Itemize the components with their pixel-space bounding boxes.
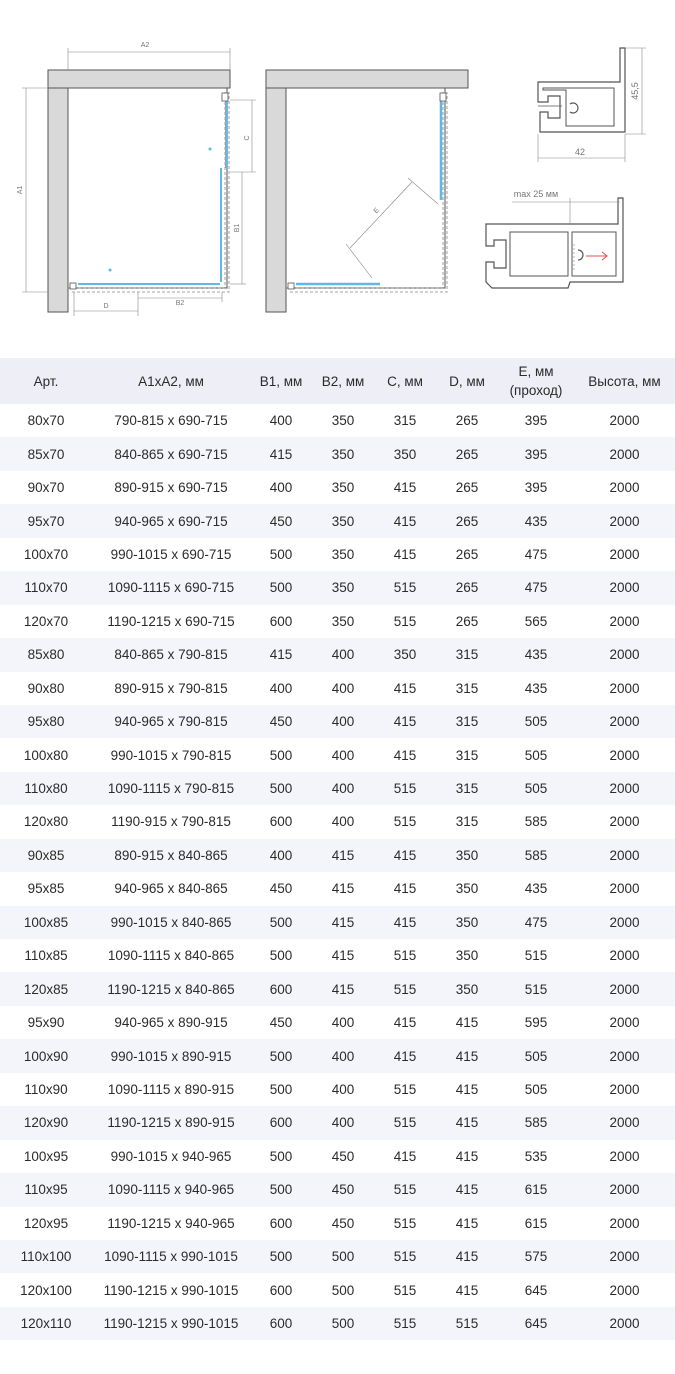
profile-section-bottom xyxy=(486,189,623,288)
table-cell: 415 xyxy=(250,437,312,470)
table-cell: 990-1015 x 690-715 xyxy=(110,546,232,562)
label-b2: B2 xyxy=(175,300,185,307)
table-row xyxy=(0,672,675,705)
table-cell: 940-965 x 840-865 xyxy=(114,881,228,897)
table-cell: 395 xyxy=(524,480,548,496)
table-row xyxy=(0,839,675,872)
table-cell: 2000 xyxy=(574,504,675,537)
table-cell: 315 xyxy=(455,680,479,696)
table-cell: 2000 xyxy=(574,1106,675,1139)
table-cell: 400 xyxy=(269,413,293,429)
table-cell: 100x80 xyxy=(23,747,69,763)
table-cell: 515 xyxy=(524,948,548,964)
column-header xyxy=(0,358,92,404)
table-cell: 350 xyxy=(331,613,355,629)
table-cell: 2000 xyxy=(574,906,675,939)
table-row xyxy=(0,738,675,771)
table-cell: 400 xyxy=(331,814,355,830)
table-cell: 565 xyxy=(524,613,548,629)
table-cell: 400 xyxy=(312,1106,374,1139)
table-cell: 515 xyxy=(374,571,436,604)
table-row xyxy=(0,972,675,1005)
table-cell: 415 xyxy=(393,1148,417,1164)
table-cell: 515 xyxy=(393,1081,417,1097)
table-cell: 535 xyxy=(524,1148,548,1164)
table-cell: 840-865 x 690-715 xyxy=(92,437,250,470)
table-row xyxy=(0,772,675,805)
table-cell: 505 xyxy=(524,747,548,763)
table-cell: 2000 xyxy=(574,1240,675,1273)
table-cell: 400 xyxy=(312,638,374,671)
table-cell: 120x85 xyxy=(0,972,92,1005)
table-cell: 415 xyxy=(455,1015,479,1031)
table-cell: 505 xyxy=(498,705,574,738)
table-cell: 475 xyxy=(498,906,574,939)
table-row xyxy=(0,1140,675,1173)
column-header-text: E, мм xyxy=(518,364,554,379)
table-cell: 415 xyxy=(393,480,417,496)
table-cell: 1090-1115 x 790-815 xyxy=(92,772,250,805)
table-cell: 435 xyxy=(524,680,548,696)
table-cell: 415 xyxy=(393,680,417,696)
column-header-text: C, мм xyxy=(387,373,423,389)
table-cell: 120x80 xyxy=(23,814,69,830)
table-cell: 400 xyxy=(331,747,355,763)
label-a1: A1 xyxy=(17,185,24,195)
column-header-text: A1xA2, мм xyxy=(138,373,204,389)
table-cell: 615 xyxy=(498,1173,574,1206)
table-cell: 110x80 xyxy=(0,772,92,805)
wall-left-2 xyxy=(266,88,286,312)
column-header-text: B1, мм xyxy=(259,373,303,389)
table-cell: 515 xyxy=(393,1215,417,1231)
column-header-text: Арт. xyxy=(33,373,59,389)
table-cell: 110x100 xyxy=(0,1240,92,1273)
table-cell: 95x90 xyxy=(27,1015,65,1031)
table-cell: 500 xyxy=(269,1148,293,1164)
table-cell: 415 xyxy=(250,638,312,671)
table-cell: 585 xyxy=(498,1106,574,1139)
table-row xyxy=(0,504,675,537)
table-row xyxy=(0,1240,675,1273)
table-row xyxy=(0,939,675,972)
table-row xyxy=(0,571,675,604)
table-cell: 890-915 x 840-865 xyxy=(92,839,250,872)
table-cell: 515 xyxy=(393,613,417,629)
table-cell: 600 xyxy=(269,1282,293,1298)
table-cell: 350 xyxy=(312,437,374,470)
table-row xyxy=(0,1307,675,1340)
table-cell: 435 xyxy=(498,638,574,671)
table-cell: 1090-1115 x 890-915 xyxy=(107,1081,235,1097)
table-cell: 415 xyxy=(393,747,417,763)
table-cell: 315 xyxy=(393,413,417,429)
table-cell: 450 xyxy=(312,1173,374,1206)
table-cell: 2000 xyxy=(574,437,675,470)
table-cell: 500 xyxy=(269,546,293,562)
table-cell: 515 xyxy=(498,972,574,1005)
specifications-table xyxy=(0,358,675,1340)
table-cell: 350 xyxy=(374,638,436,671)
table-cell: 415 xyxy=(374,839,436,872)
table-cell: 415 xyxy=(393,881,417,897)
table-cell: 600 xyxy=(250,972,312,1005)
table-cell: 95x70 xyxy=(0,504,92,537)
table-cell: 2000 xyxy=(609,1081,640,1097)
table-cell: 265 xyxy=(436,437,498,470)
table-cell: 990-1015 x 940-965 xyxy=(110,1148,232,1164)
table-cell: 2000 xyxy=(609,613,640,629)
table-cell: 2000 xyxy=(609,546,640,562)
table-cell: 515 xyxy=(393,814,417,830)
table-row xyxy=(0,1273,675,1306)
table-row xyxy=(0,1106,675,1139)
table-cell: 600 xyxy=(269,814,293,830)
profile-section-top xyxy=(538,48,646,162)
table-cell: 265 xyxy=(455,613,479,629)
table-cell: 2000 xyxy=(609,1015,640,1031)
table-cell: 1090-1115 x 990-1015 xyxy=(92,1240,250,1273)
table-cell: 450 xyxy=(269,1015,293,1031)
table-cell: 2000 xyxy=(609,1148,640,1164)
column-header-text: D, мм xyxy=(449,373,485,389)
table-cell: 415 xyxy=(455,1282,479,1298)
table-cell: 350 xyxy=(455,881,479,897)
table-cell: 890-915 x 690-715 xyxy=(114,480,228,496)
table-cell: 1190-1215 x 890-915 xyxy=(92,1106,250,1139)
table-cell: 2000 xyxy=(574,839,675,872)
table-cell: 2000 xyxy=(609,1215,640,1231)
table-cell: 1190-1215 x 940-965 xyxy=(107,1215,235,1231)
table-cell: 1090-1115 x 940-965 xyxy=(92,1173,250,1206)
table-cell: 395 xyxy=(498,437,574,470)
table-cell: 415 xyxy=(455,1215,479,1231)
table-row xyxy=(0,638,675,671)
label-a2: A2 xyxy=(140,42,150,49)
table-cell: 90x70 xyxy=(27,480,65,496)
table-cell: 265 xyxy=(455,480,479,496)
wall-top-2 xyxy=(266,70,468,88)
table-cell: 2000 xyxy=(574,1039,675,1072)
column-header xyxy=(436,358,498,404)
table-cell: 940-965 x 890-915 xyxy=(114,1015,228,1031)
table-cell: 840-865 x 790-815 xyxy=(92,638,250,671)
table-cell: 400 xyxy=(331,680,355,696)
table-cell: 505 xyxy=(498,1039,574,1072)
table-cell: 515 xyxy=(374,1173,436,1206)
table-cell: 400 xyxy=(269,680,293,696)
table-cell: 600 xyxy=(269,1215,293,1231)
table-row xyxy=(0,1039,675,1072)
table-cell: 645 xyxy=(498,1307,574,1340)
table-cell: 435 xyxy=(498,504,574,537)
table-cell: 515 xyxy=(393,1282,417,1298)
table-cell: 315 xyxy=(436,705,498,738)
table-cell: 350 xyxy=(436,839,498,872)
table-cell: 500 xyxy=(250,1039,312,1072)
table-cell: 2000 xyxy=(574,772,675,805)
table-cell: 110x95 xyxy=(0,1173,92,1206)
table-cell: 120x110 xyxy=(0,1307,92,1340)
table-row xyxy=(0,437,675,470)
table-cell: 415 xyxy=(436,1240,498,1273)
table-cell: 400 xyxy=(269,480,293,496)
label-c: C xyxy=(244,135,251,141)
table-cell: 2000 xyxy=(574,571,675,604)
table-cell: 450 xyxy=(331,1148,355,1164)
table-row xyxy=(0,1207,675,1240)
label-e: E xyxy=(372,206,382,216)
table-body xyxy=(0,404,675,1340)
table-cell: 585 xyxy=(524,814,548,830)
table-cell: 990-1015 x 790-815 xyxy=(110,747,232,763)
column-header-text: (проход) xyxy=(509,383,563,398)
column-header xyxy=(92,358,250,404)
table-row xyxy=(0,471,675,504)
table-cell: 450 xyxy=(250,504,312,537)
table-cell: 500 xyxy=(250,906,312,939)
table-cell: 400 xyxy=(312,772,374,805)
table-cell: 350 xyxy=(312,571,374,604)
table-cell: 890-915 x 790-815 xyxy=(114,680,228,696)
table-cell: 1190-1215 x 990-1015 xyxy=(92,1307,250,1340)
table-row xyxy=(0,705,675,738)
table-cell: 615 xyxy=(524,1215,548,1231)
table-cell: 940-965 x 790-815 xyxy=(92,705,250,738)
table-cell: 600 xyxy=(269,613,293,629)
table-cell: 120x95 xyxy=(23,1215,69,1231)
table-cell: 415 xyxy=(436,1173,498,1206)
table-row xyxy=(0,404,675,437)
table-row xyxy=(0,872,675,905)
label-d: D xyxy=(103,303,109,310)
table-cell: 265 xyxy=(436,504,498,537)
table-cell: 350 xyxy=(436,972,498,1005)
table-cell: 990-1015 x 840-865 xyxy=(92,906,250,939)
table-cell: 415 xyxy=(393,1015,417,1031)
table-cell: 85x70 xyxy=(0,437,92,470)
table-cell: 80x70 xyxy=(27,413,65,429)
table-cell: 415 xyxy=(331,881,355,897)
label-max-gap: max 25 мм xyxy=(513,189,559,199)
table-row xyxy=(0,1006,675,1039)
table-cell: 415 xyxy=(455,1148,479,1164)
table-cell: 265 xyxy=(455,413,479,429)
table-row xyxy=(0,605,675,638)
table-cell: 90x85 xyxy=(0,839,92,872)
table-cell: 315 xyxy=(436,772,498,805)
table-cell: 1190-915 x 790-815 xyxy=(111,814,231,830)
table-cell: 350 xyxy=(374,437,436,470)
table-cell: 990-1015 x 890-915 xyxy=(92,1039,250,1072)
plan-view-passage xyxy=(266,70,468,312)
cabin-outline xyxy=(68,88,227,288)
table-cell: 90x80 xyxy=(27,680,65,696)
table-cell: 500 xyxy=(269,948,293,964)
table-cell: 315 xyxy=(455,814,479,830)
table-cell: 435 xyxy=(524,881,548,897)
table-cell: 2000 xyxy=(574,705,675,738)
wall-left xyxy=(48,88,68,312)
column-header xyxy=(312,358,374,404)
table-cell: 315 xyxy=(436,638,498,671)
table-cell: 120x90 xyxy=(0,1106,92,1139)
table-cell: 415 xyxy=(393,546,417,562)
table-cell: 2000 xyxy=(609,1282,640,1298)
table-cell: 2000 xyxy=(609,480,640,496)
table-cell: 110x70 xyxy=(0,571,92,604)
table-cell: 350 xyxy=(312,504,374,537)
table-cell: 475 xyxy=(524,546,548,562)
table-row xyxy=(0,906,675,939)
table-cell: 265 xyxy=(455,546,479,562)
table-cell: 100x70 xyxy=(23,546,69,562)
table-cell: 100x85 xyxy=(0,906,92,939)
table-row xyxy=(0,538,675,571)
technical-drawings xyxy=(0,0,675,340)
table-cell: 500 xyxy=(250,772,312,805)
table-cell: 415 xyxy=(374,906,436,939)
table-cell: 415 xyxy=(436,1039,498,1072)
table-cell: 515 xyxy=(436,1307,498,1340)
table-cell: 515 xyxy=(374,772,436,805)
column-header xyxy=(374,358,436,404)
table-cell: 515 xyxy=(393,948,417,964)
table-cell: 2000 xyxy=(574,638,675,671)
column-header xyxy=(498,358,574,404)
table-cell: 415 xyxy=(436,1106,498,1139)
table-cell: 585 xyxy=(498,839,574,872)
table-cell: 450 xyxy=(269,881,293,897)
table-cell: 575 xyxy=(498,1240,574,1273)
table-cell: 1190-1215 x 990-1015 xyxy=(103,1282,239,1298)
table-cell: 1190-1215 x 690-715 xyxy=(107,613,235,629)
table-cell: 2000 xyxy=(574,1307,675,1340)
table-cell: 350 xyxy=(455,948,479,964)
table-cell: 400 xyxy=(312,705,374,738)
table-cell: 400 xyxy=(250,839,312,872)
table-cell: 500 xyxy=(312,1307,374,1340)
label-profile-height: 45,5 xyxy=(630,82,640,100)
table-cell: 415 xyxy=(374,1039,436,1072)
table-cell: 500 xyxy=(269,1081,293,1097)
table-cell: 515 xyxy=(374,1240,436,1273)
table-cell: 940-965 x 690-715 xyxy=(92,504,250,537)
table-cell: 400 xyxy=(331,1081,355,1097)
table-cell: 120x70 xyxy=(23,613,69,629)
table-cell: 450 xyxy=(250,705,312,738)
table-row xyxy=(0,805,675,838)
table-cell: 110x85 xyxy=(24,948,68,964)
plan-view-dimensions xyxy=(17,42,256,316)
table-cell: 500 xyxy=(331,1282,355,1298)
table-row xyxy=(0,1073,675,1106)
table-cell: 600 xyxy=(250,1307,312,1340)
column-header-text: Высота, мм xyxy=(588,373,661,389)
table-cell: 415 xyxy=(312,906,374,939)
table-cell: 600 xyxy=(250,1106,312,1139)
table-cell: 415 xyxy=(374,705,436,738)
table-cell: 2000 xyxy=(574,1173,675,1206)
table-cell: 500 xyxy=(250,1173,312,1206)
table-cell: 415 xyxy=(455,1081,479,1097)
table-cell: 2000 xyxy=(609,413,640,429)
table-cell: 790-815 x 690-715 xyxy=(114,413,228,429)
table-cell: 505 xyxy=(524,1081,548,1097)
column-header-text: B2, мм xyxy=(321,373,365,389)
table-cell: 2000 xyxy=(609,814,640,830)
table-cell: 120x100 xyxy=(20,1282,72,1298)
table-cell: 85x80 xyxy=(0,638,92,671)
table-cell: 350 xyxy=(331,480,355,496)
table-cell: 595 xyxy=(524,1015,548,1031)
table-cell: 415 xyxy=(374,504,436,537)
table-cell: 350 xyxy=(436,906,498,939)
column-header xyxy=(250,358,312,404)
table-cell: 500 xyxy=(250,571,312,604)
table-cell: 95x85 xyxy=(27,881,65,897)
table-cell: 2000 xyxy=(609,948,640,964)
table-header-row xyxy=(0,358,675,404)
table-cell: 100x95 xyxy=(23,1148,69,1164)
table-cell: 475 xyxy=(498,571,574,604)
table-cell: 500 xyxy=(312,1240,374,1273)
table-cell: 1090-1115 x 690-715 xyxy=(92,571,250,604)
table-cell: 515 xyxy=(374,1106,436,1139)
table-cell: 645 xyxy=(524,1282,548,1298)
label-profile-width: 42 xyxy=(574,147,586,157)
table-cell: 515 xyxy=(374,972,436,1005)
table-cell: 1190-1215 x 840-865 xyxy=(92,972,250,1005)
table-cell: 110x90 xyxy=(24,1081,68,1097)
table-cell: 395 xyxy=(524,413,548,429)
table-cell: 2000 xyxy=(609,747,640,763)
table-cell: 400 xyxy=(312,1039,374,1072)
wall-top xyxy=(48,70,230,88)
table-cell: 505 xyxy=(498,772,574,805)
table-cell: 415 xyxy=(331,948,355,964)
table-cell: 2000 xyxy=(574,972,675,1005)
table-cell: 400 xyxy=(331,1015,355,1031)
table-cell: 315 xyxy=(455,747,479,763)
table-cell: 500 xyxy=(250,1240,312,1273)
table-cell: 350 xyxy=(331,546,355,562)
table-cell: 450 xyxy=(331,1215,355,1231)
label-b1: B1 xyxy=(234,223,241,233)
table-cell: 415 xyxy=(312,972,374,1005)
table-cell: 2000 xyxy=(609,881,640,897)
table-cell: 500 xyxy=(269,747,293,763)
table-cell: 1090-1115 x 840-865 xyxy=(107,948,235,964)
column-header xyxy=(574,358,675,404)
table-row xyxy=(0,1173,675,1206)
table-cell: 515 xyxy=(374,1307,436,1340)
table-cell: 350 xyxy=(331,413,355,429)
table-cell: 2000 xyxy=(609,680,640,696)
table-cell: 265 xyxy=(436,571,498,604)
table-cell: 415 xyxy=(312,839,374,872)
table-cell: 95x80 xyxy=(0,705,92,738)
table-cell: 100x90 xyxy=(0,1039,92,1072)
